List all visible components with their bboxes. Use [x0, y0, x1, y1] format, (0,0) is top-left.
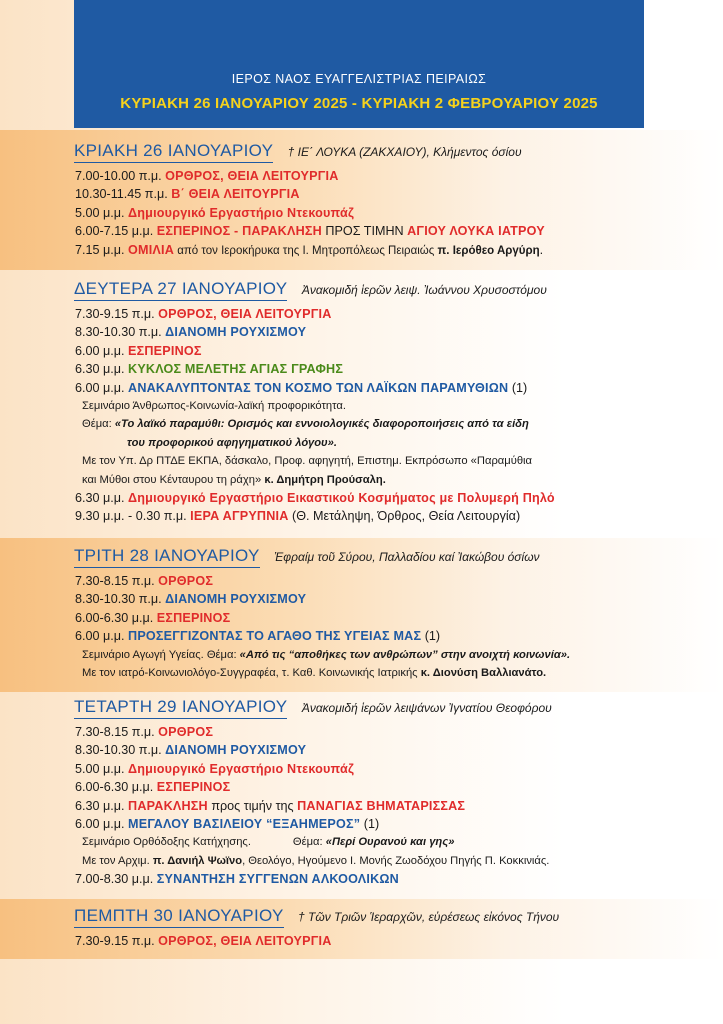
day-title: ΤΕΤΑΡΤΗ 29 ΙΑΝΟΥΑΡΙΟΥ — [74, 697, 287, 719]
feast-text: Ἀνακομιδή ἱερῶν λειψάνων Ἰγνατίου Θεοφόρου — [301, 701, 552, 715]
header-banner — [74, 0, 644, 128]
schedule-list-wednesday — [75, 723, 715, 889]
list-item: Σεμινάριο Ορθόδοξης Κατήχησης. Θέμα: «Περί Ουρανού και γης» — [82, 836, 455, 849]
day-header-tuesday — [74, 546, 540, 572]
schedule-list-sunday — [75, 167, 715, 259]
day-header-wednesday — [74, 697, 552, 723]
list-item: 6.00-6.30 μ.μ. ΕΣΠΕΡΙΝΟΣ — [75, 610, 231, 625]
list-item: 6.00-7.15 μ.μ. ΕΣΠΕΡΙΝΟΣ - ΠΑΡΑΚΛΗΣΗ ΠΡΟΣ ΤΙΜΗΝ ΑΓΙΟΥ ΛΟΥΚΑ ΙΑΤΡΟΥ — [75, 224, 545, 239]
list-item: Με τον Υπ. Δρ ΠΤΔΕ ΕΚΠΑ, δάσκαλο, Προφ. αφηγητή, Επιστημ. Εκπρόσωπο «Παραμύθια — [82, 455, 533, 468]
list-item: 8.30-10.30 π.μ. ΔΙΑΝΟΜΗ ΡΟΥΧΙΣΜΟΥ — [75, 325, 307, 340]
day-title: ΠΕΜΠΤΗ 30 ΙΑΝΟΥΑΡΙΟΥ — [74, 906, 284, 928]
list-item: 7.00-8.30 μ.μ. ΣΥΝΑΝΤΗΣΗ ΣΥΓΓΕΝΩΝ ΑΛΚΟΟΛΙΚΩΝ — [75, 872, 399, 887]
schedule-list-monday — [75, 305, 715, 526]
feast-text: Ἐφραίμ τοῦ Σύρου, Παλλαδίου καί Ἰακώβου όσίων — [274, 550, 540, 564]
list-item: 6.00 μ.μ. ΕΣΠΕΡΙΝΟΣ — [75, 343, 202, 358]
feast-text: Ἀνακομιδή ἱερῶν λειψ. Ἰωάννου Χρυσοστόμου — [301, 283, 547, 297]
list-item: 6.00 μ.μ. ΜΕΓΑΛΟΥ ΒΑΣΙΛΕΙΟΥ “ΕΞΑΗΜΕΡΟΣ” (1) — [75, 816, 380, 831]
feast-text: † ΙΕ΄ ΛΟΥΚΑ (ΖΑΚΧΑΙΟΥ), Κλήμεντος όσίου — [287, 145, 522, 159]
list-item: 8.30-10.30 π.μ. ΔΙΑΝΟΜΗ ΡΟΥΧΙΣΜΟΥ — [75, 592, 307, 607]
list-item: Θέμα: «Το λαϊκό παραμύθι: Ορισμός και εννοιολογικές διαφοροποιήσεις από τα είδη — [82, 418, 529, 431]
list-item: 6.30 μ.μ. ΚΥΚΛΟΣ ΜΕΛΕΤΗΣ ΑΓΙΑΣ ΓΡΑΦΗΣ — [75, 362, 344, 377]
schedule-list-tuesday — [75, 572, 715, 682]
week-dates: ΚΥΡΙΑΚΗ 26 ΙΑΝΟΥΑΡΙΟΥ 2025 - ΚΥΡΙΑΚΗ 2 ΦΕΒΡΟΥΑΡΙΟΥ 2025 — [120, 95, 598, 112]
list-item: Με τον ιατρό-Κοινωνιολόγο-Συγγραφέα, τ. Καθ. Κοινωνικής Ιατρικής κ. Διονύση Βαλλιανάτο. — [82, 666, 547, 679]
list-item: 6.00 μ.μ. ΠΡΟΣΕΓΓΙΖΟΝΤΑΣ ΤΟ ΑΓΑΘΟ ΤΗΣ ΥΓΕΙΑΣ ΜΑΣ (1) — [75, 629, 441, 644]
feast-text: † Τῶν Τριῶν Ἱεραρχῶν, εὑρέσεως εἰκόνος Τήνου — [298, 910, 560, 924]
day-title: ΔΕΥΤΕΡΑ 27 ΙΑΝΟΥΑΡΙΟΥ — [74, 279, 287, 301]
list-item: 5.00 μ.μ. Δημιουργικό Εργαστήριο Ντεκουπάζ — [75, 761, 354, 776]
day-header-sunday — [74, 141, 522, 167]
list-item: του προφορικού αφηγηματικού λόγου». — [127, 436, 337, 449]
list-item: 10.30-11.45 π.μ. Β΄ ΘΕΙΑ ΛΕΙΤΟΥΡΓΙΑ — [75, 187, 300, 202]
list-item: 6.00-6.30 μ.μ. ΕΣΠΕΡΙΝΟΣ — [75, 780, 231, 795]
list-item: 7.00-10.00 π.μ. ΟΡΘΡΟΣ, ΘΕΙΑ ΛΕΙΤΟΥΡΓΙΑ — [75, 169, 339, 183]
day-header-monday — [74, 279, 547, 305]
list-item: 7.15 μ.μ. ΟΜΙΛΙΑ από τον Ιεροκήρυκα της Ι. Μητροπόλεως Πειραιώς π. Ιερόθεο Αργύρη. — [75, 242, 544, 257]
list-item: Σεμινάριο Αγωγή Υγείας. Θέμα: «Από τις “αποθήκες των ανθρώπων” στην ανοιχτή κοινωνία». — [82, 648, 571, 661]
list-item: 7.30-8.15 π.μ. ΟΡΘΡΟΣ — [75, 574, 214, 588]
church-name: ΙΕΡΟΣ ΝΑΟΣ ΕΥΑΓΓΕΛΙΣΤΡΙΑΣ ΠΕΙΡΑΙΩΣ — [231, 72, 487, 86]
list-item: 7.30-8.15 π.μ. ΟΡΘΡΟΣ — [75, 725, 214, 739]
list-item: 5.00 μ.μ. Δημιουργικό Εργαστήριο Ντεκουπάζ — [75, 205, 354, 220]
list-item: 9.30 μ.μ. - 0.30 π.μ. ΙΕΡΑ ΑΓΡΥΠΝΙΑ (Θ. Μετάληψη, Όρθρος, Θεία Λειτουργία) — [75, 509, 521, 524]
schedule-list-thursday — [75, 932, 715, 950]
list-item: 7.30-9.15 π.μ. ΟΡΘΡΟΣ, ΘΕΙΑ ΛΕΙΤΟΥΡΓΙΑ — [75, 307, 332, 321]
day-title: ΚΡΙΑΚΗ 26 ΙΑΝΟΥΑΡΙΟΥ — [74, 141, 273, 163]
list-item: Σεμινάριο Άνθρωπος-Κοινωνία-λαϊκή προφορικότητα. — [82, 399, 346, 412]
list-item: 6.30 μ.μ. ΠΑΡΑΚΛΗΣΗ προς τιμήν της ΠΑΝΑΓΙΑΣ ΒΗΜΑΤΑΡΙΣΣΑΣ — [75, 798, 466, 813]
list-item: 6.30 μ.μ. Δημιουργικό Εργαστήριο Εικαστικού Κοσμήματος με Πολυμερή Πηλό — [75, 490, 555, 505]
list-item: 7.30-9.15 π.μ. ΟΡΘΡΟΣ, ΘΕΙΑ ΛΕΙΤΟΥΡΓΙΑ — [75, 934, 332, 948]
list-item: Με τον Αρχιμ. π. Δανιήλ Ψωϊνο, Θεολόγο, Ηγούμενο Ι. Μονής Ζωοδόχου Πηγής Π. Κοκκινιάς. — [82, 854, 550, 867]
day-header-thursday — [74, 906, 559, 932]
list-item: 8.30-10.30 π.μ. ΔΙΑΝΟΜΗ ΡΟΥΧΙΣΜΟΥ — [75, 743, 307, 758]
list-item: και Μύθοι στου Κένταυρου τη ράχη» κ. Δημήτρη Προύσαλη. — [82, 473, 386, 486]
list-item: 6.00 μ.μ. ΑΝΑΚΑΛΥΠΤΟΝΤΑΣ ΤΟΝ ΚΟΣΜΟ ΤΩΝ ΛΑΪΚΩΝ ΠΑΡΑΜΥΘΙΩΝ (1) — [75, 380, 528, 395]
day-title: ΤΡΙΤΗ 28 ΙΑΝΟΥΑΡΙΟΥ — [74, 546, 260, 568]
